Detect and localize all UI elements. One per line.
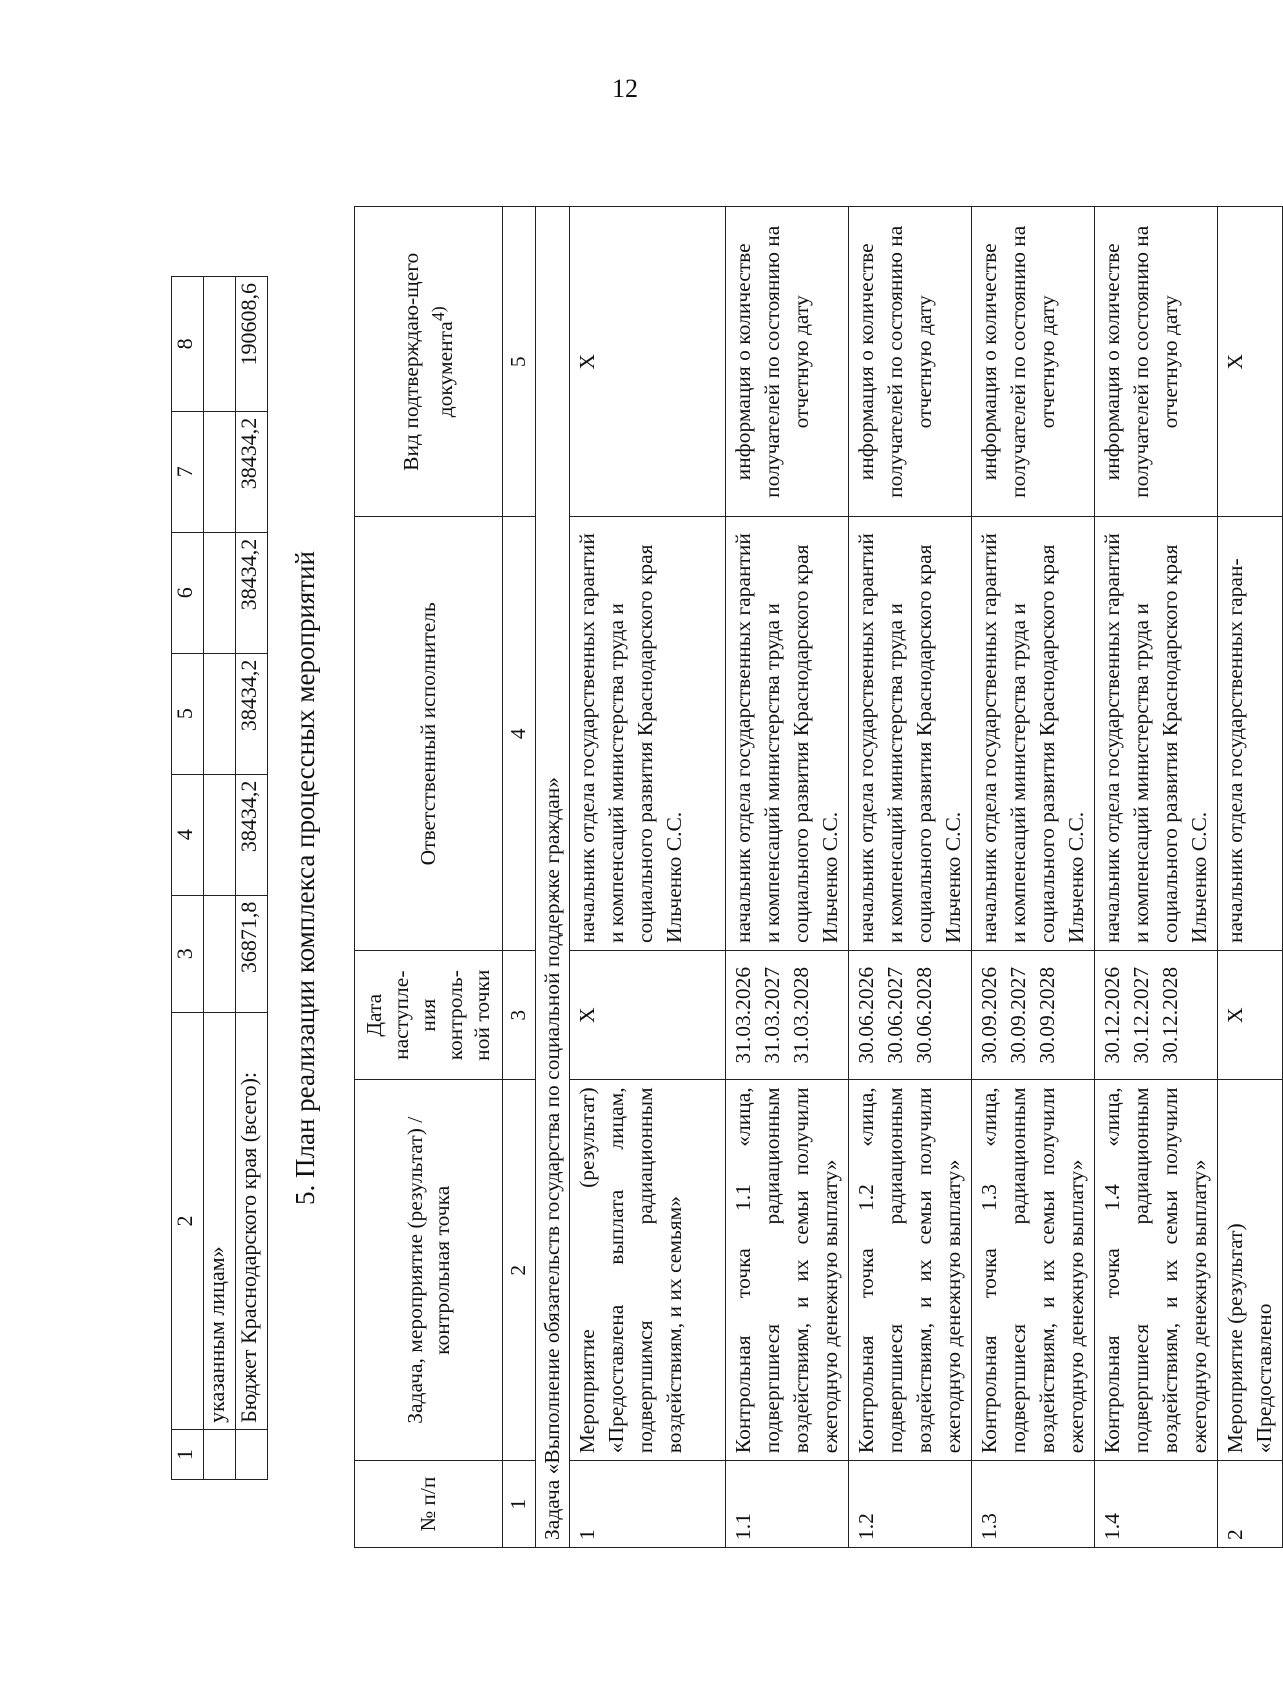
header-doc [355, 207, 503, 518]
plan-row [726, 207, 849, 1548]
row-doc: информация о количестве получателей по состоянию на отчетную дату [972, 207, 1095, 518]
row-dates [1095, 951, 1218, 1080]
index-cell: 3 [503, 951, 536, 1080]
row-dates [849, 951, 972, 1080]
row-date: 30.09.2026 [977, 966, 1001, 1064]
row-task: Контрольная точка 1.1 «лица, подвергшиеся радиационным воздействиям, и их семьи получили ежегодную денежную выплату» [726, 1080, 849, 1461]
budget-continued-label: указанным лицам» [204, 1012, 236, 1429]
row-responsible: начальник отдела государственных гаран- [1218, 517, 1283, 951]
row-task: Мероприятие (результат) «Предоставлена выплата лицам, подвергшимся радиационным воздействиям, и их семьям» [570, 1080, 726, 1461]
row-task: Контрольная точка 1.3 «лица, подвергшиеся радиационным воздействиям, и их семьи получили ежегодную денежную выплату» [972, 1080, 1095, 1461]
row-date: 30.12.2028 [1158, 966, 1182, 1064]
row-date: 30.12.2026 [1100, 966, 1124, 1064]
budget-header-cell: 6 [172, 532, 204, 653]
row-date: 30.09.2027 [1006, 966, 1030, 1064]
row-responsible: начальник отдела государственных гарантий и компенсаций министерства труда и социального развития Краснодарского края Ильченко С.С. [849, 517, 972, 951]
row-task: Контрольная точка 1.4 «лица, подвергшиеся радиационным воздействиям, и их семьи получили ежегодную денежную выплату» [1095, 1080, 1218, 1461]
row-num: 1.1 [726, 1461, 849, 1548]
page-number: 12 [612, 74, 638, 103]
row-responsible: начальник отдела государственных гарантий и компенсаций министерства труда и социального развития Краснодарского края Ильченко С.С. [1095, 517, 1218, 951]
row-responsible: начальник отдела государственных гарантий и компенсаций министерства труда и социального развития Краснодарского края Ильченко С.С. [972, 517, 1095, 951]
row-num: 1 [570, 1461, 726, 1548]
budget-total-row [236, 277, 268, 1480]
row-date: 30.06.2026 [854, 966, 878, 1064]
plan-row [1095, 207, 1218, 1548]
header-responsible: Ответственный исполнитель [355, 517, 503, 951]
budget-cell-empty [204, 774, 236, 895]
index-cell: 1 [503, 1461, 536, 1548]
budget-total-label: Бюджет Краснодарского края (всего): [236, 1012, 268, 1429]
budget-header-cell: 4 [172, 774, 204, 895]
row-num: 2 [1218, 1461, 1283, 1548]
budget-cell-empty [204, 277, 236, 412]
budget-cell-empty [236, 1429, 268, 1479]
task-title: Задача «Выполнение обязательств государства по социальной поддержке граждан» [536, 207, 570, 1548]
header-num: № п/п [355, 1461, 503, 1548]
row-responsible: начальник отдела государственных гарантий и компенсаций министерства труда и социального развития Краснодарского края Ильченко С.С. [570, 517, 726, 951]
index-cell: 2 [503, 1080, 536, 1461]
row-dates [570, 951, 726, 1080]
row-date: 30.06.2028 [912, 966, 936, 1064]
plan-row [972, 207, 1095, 1548]
row-date: 30.09.2028 [1035, 966, 1059, 1064]
row-date: 31.03.2027 [760, 966, 784, 1064]
header-task: Задача, мероприятие (результат) / контрольная точка [355, 1080, 503, 1461]
row-dates [972, 951, 1095, 1080]
plan-table [354, 206, 1283, 1548]
index-cell: 5 [503, 207, 536, 518]
budget-header-cell: 1 [172, 1429, 204, 1479]
budget-header-cell: 8 [172, 277, 204, 412]
budget-continued-row [204, 277, 236, 1480]
budget-total-value: 38434,2 [236, 774, 268, 895]
row-task: Мероприятие (результат) «Предоставлено [1218, 1080, 1283, 1461]
header-date: Дата наступле-ния контроль-ной точки [355, 951, 503, 1080]
row-date: X [1223, 1007, 1247, 1023]
budget-header-cell: 2 [172, 1012, 204, 1429]
index-cell: 4 [503, 517, 536, 951]
row-date: X [575, 1007, 599, 1023]
row-dates [1218, 951, 1283, 1080]
header-doc-text: Вид подтверждаю-щего документа [398, 252, 458, 471]
row-task: Контрольная точка 1.2 «лица, подвергшиеся радиационным воздействиям, и их семьи получили ежегодную денежную выплату» [849, 1080, 972, 1461]
plan-row [1218, 207, 1283, 1548]
row-doc: информация о количестве получателей по состоянию на отчетную дату [726, 207, 849, 518]
budget-total-value: 38434,2 [236, 411, 268, 532]
plan-row [570, 207, 726, 1548]
budget-cell-empty [204, 1429, 236, 1479]
row-doc: X [570, 207, 726, 518]
row-date: 30.06.2027 [883, 966, 907, 1064]
row-date: 31.03.2028 [789, 966, 813, 1064]
budget-header-cell: 5 [172, 653, 204, 774]
header-doc-footnote: 4) [427, 306, 448, 322]
plan-header-row [355, 207, 503, 1548]
budget-total-value: 190608,6 [236, 277, 268, 412]
row-doc: информация о количестве получателей по состоянию на отчетную дату [1095, 207, 1218, 518]
budget-table-header-row [172, 277, 204, 1480]
plan-index-row [503, 207, 536, 1548]
row-doc: X [1218, 207, 1283, 518]
budget-cell-empty [204, 895, 236, 1012]
row-num: 1.3 [972, 1461, 1095, 1548]
budget-header-cell: 3 [172, 895, 204, 1012]
task-title-row [536, 207, 570, 1548]
budget-cell-empty [204, 653, 236, 774]
budget-header-cell: 7 [172, 411, 204, 532]
row-date: 30.12.2027 [1129, 966, 1153, 1064]
section-title: 5. План реализации комплекса процессных мероприятий [290, 550, 320, 1206]
budget-total-value: 38434,2 [236, 532, 268, 653]
row-dates [726, 951, 849, 1080]
budget-cell-empty [204, 532, 236, 653]
budget-cell-empty [204, 411, 236, 532]
budget-table [171, 276, 268, 1480]
row-num: 1.4 [1095, 1461, 1218, 1548]
row-doc: информация о количестве получателей по состоянию на отчетную дату [849, 207, 972, 518]
budget-total-value: 36871,8 [236, 895, 268, 1012]
plan-row [849, 207, 972, 1548]
row-num: 1.2 [849, 1461, 972, 1548]
budget-total-value: 38434,2 [236, 653, 268, 774]
row-responsible: начальник отдела государственных гарантий и компенсаций министерства труда и социального развития Краснодарского края Ильченко С.С. [726, 517, 849, 951]
row-date: 31.03.2026 [731, 966, 755, 1064]
